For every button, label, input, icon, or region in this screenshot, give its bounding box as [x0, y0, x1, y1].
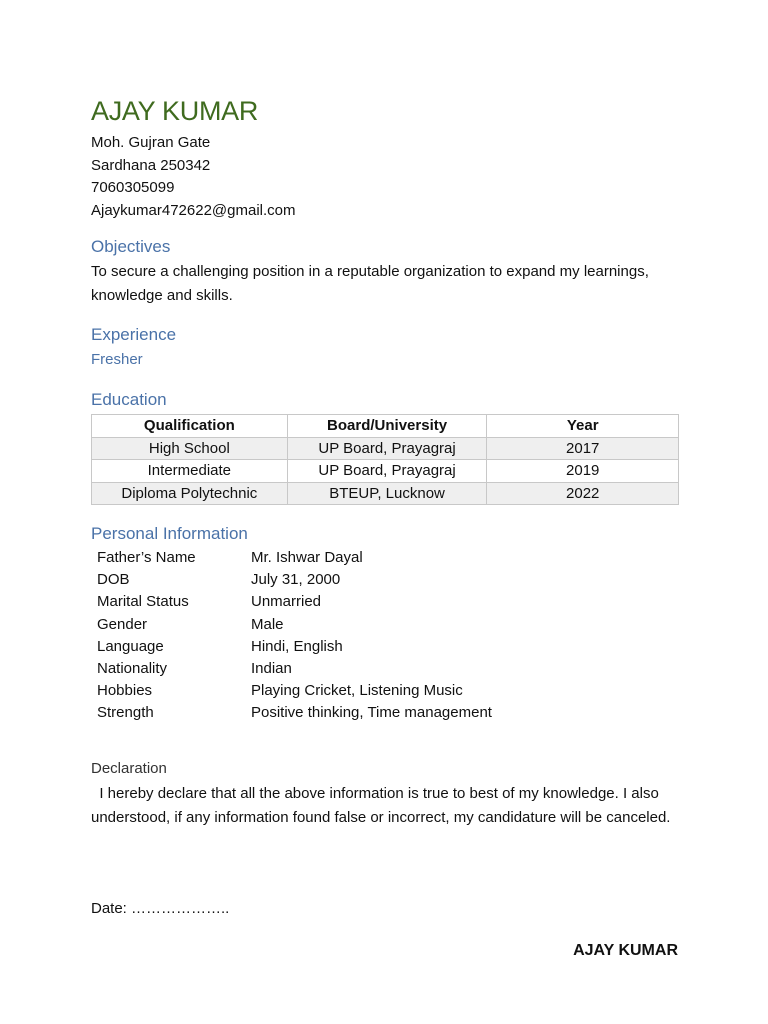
info-label: Strength	[97, 704, 154, 722]
address-line-2: Sardhana 250342	[91, 156, 211, 174]
list-item	[97, 591, 492, 613]
column-header: Qualification	[92, 415, 288, 438]
column-header: Board/University	[287, 415, 487, 438]
list-item	[97, 547, 492, 569]
contact-block	[91, 132, 296, 222]
candidate-name: AJAY KUMAR	[91, 96, 259, 126]
info-value: Hindi, English	[251, 637, 343, 655]
list-item	[97, 569, 492, 591]
info-label: Hobbies	[97, 682, 153, 700]
email-address: Ajaykumar472622@gmail.com	[91, 201, 296, 219]
list-item	[97, 636, 492, 658]
table-row	[92, 482, 679, 505]
declaration-text: I hereby declare that all the above information is true to best of my knowledge. I also understood, if any information found false or incorrect, my candidature will be canceled.	[91, 785, 671, 826]
table-cell: UP Board, Prayagraj	[287, 437, 487, 460]
info-value: Mr. Ishwar Dayal	[251, 549, 363, 566]
address-line-1: Moh. Gujran Gate	[91, 134, 211, 151]
list-item	[97, 658, 492, 680]
info-value: Playing Cricket, Listening Music	[251, 682, 463, 700]
table-cell: UP Board, Prayagraj	[287, 460, 487, 483]
table-cell: Intermediate	[92, 460, 288, 483]
list-item	[97, 680, 492, 702]
phone-number: 7060305099	[91, 179, 175, 196]
personal-info-heading: Personal Information	[91, 524, 248, 543]
list-item	[97, 702, 492, 724]
declaration-heading: Declaration	[91, 760, 167, 777]
experience-text: Fresher	[91, 351, 143, 368]
personal-info-list	[97, 547, 492, 725]
info-label: Language	[97, 637, 164, 655]
table-cell: Diploma Polytechnic	[92, 482, 288, 505]
list-item	[97, 614, 492, 636]
info-value: Male	[251, 615, 284, 633]
info-label: Nationality	[97, 659, 168, 677]
info-label: Marital Status	[97, 593, 189, 611]
info-label: Father’s Name	[97, 549, 196, 566]
info-value: Positive thinking, Time management	[251, 704, 492, 722]
experience-heading: Experience	[91, 325, 177, 344]
info-value: Unmarried	[251, 593, 322, 611]
objectives-heading: Objectives	[91, 237, 171, 256]
table-row	[92, 460, 679, 483]
education-heading: Education	[91, 390, 167, 409]
table-row	[92, 437, 679, 460]
education-table	[91, 414, 679, 505]
table-cell: 2019	[487, 460, 679, 483]
table-header-row	[92, 415, 679, 438]
table-cell: 2022	[487, 482, 679, 505]
table-cell: High School	[92, 437, 288, 460]
date-line: Date: ………………..	[91, 900, 230, 917]
info-value: July 31, 2000	[251, 571, 341, 589]
info-label: DOB	[97, 571, 130, 589]
table-cell: 2017	[487, 437, 679, 460]
column-header: Year	[487, 415, 679, 438]
table-cell: BTEUP, Lucknow	[287, 482, 487, 505]
objectives-text: To secure a challenging position in a reputable organization to expand my learnings, knowledge and skills.	[91, 263, 649, 304]
info-label: Gender	[97, 615, 148, 633]
signature-name: AJAY KUMAR	[573, 942, 678, 959]
info-value: Indian	[251, 659, 292, 677]
